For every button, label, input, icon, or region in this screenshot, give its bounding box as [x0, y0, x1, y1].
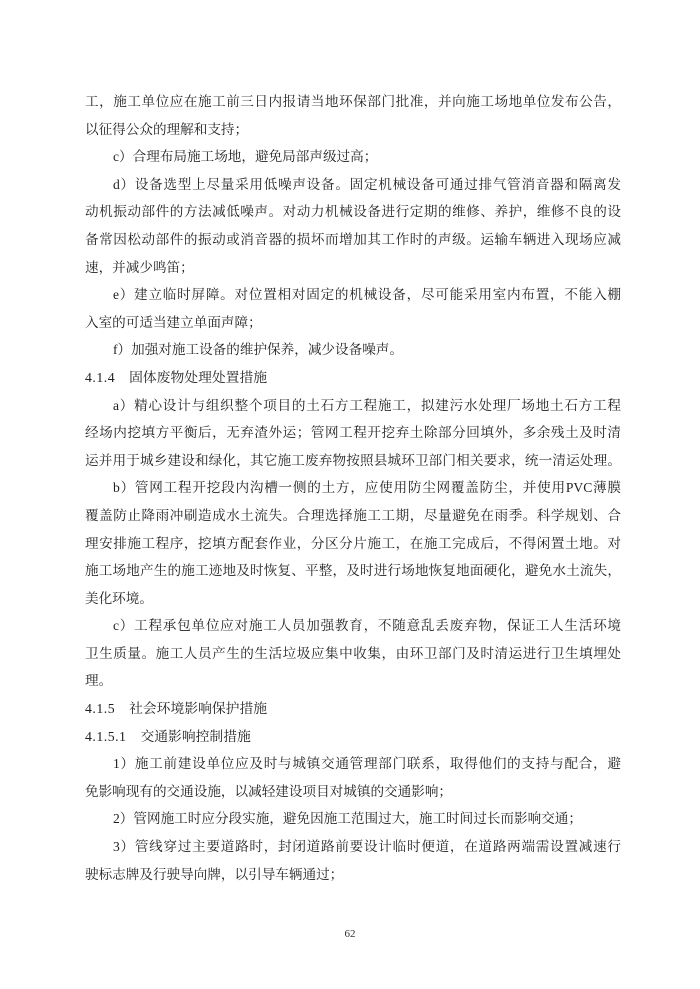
text-line: c）合理布局施工场地，避免局部声级过高； — [113, 149, 378, 165]
section-title: 社会环境影响保护措施 — [129, 701, 268, 717]
text-line: 3）管线穿过主要道路时，封闭道路前要设计临时便道，在道路两端需设置减速行 — [113, 839, 621, 855]
text-line: 理。 — [85, 673, 113, 689]
section-title: 交通影响控制措施 — [140, 728, 251, 744]
text-line: 运并用于城乡建设和绿化，其它施工废弃物按照县城环卫部门相关要求，统一清运处理。 — [85, 452, 621, 468]
text-line: b）管网工程开挖段内沟槽一侧的土方，应使用防尘网覆盖防尘，并使用PVC薄膜 — [113, 480, 621, 496]
section-heading — [85, 364, 621, 392]
section-heading — [85, 723, 621, 751]
section-number: 4.1.5 — [85, 701, 116, 717]
text-line: 速，并减少鸣笛； — [85, 259, 194, 275]
text-line: 驶标志牌及行驶导向牌，以引导车辆通过； — [85, 866, 344, 882]
text-line: 经场内挖填方平衡后，无弃渣外运；管网工程开挖弃土除部分回填外，多余残土及时清 — [85, 425, 621, 441]
text-line: 免影响现有的交通设施，以减轻建设项目对城镇的交通影响； — [85, 783, 453, 799]
text-line: 以征得公众的理解和支持； — [85, 121, 249, 137]
section-title: 固体废物处理处置措施 — [129, 369, 268, 385]
text-line: 2）管网施工时应分段实施，避免因施工范围过大，施工时间过长而影响交通； — [113, 811, 582, 827]
section-number: 4.1.5.1 — [85, 728, 127, 744]
text-line: d）设备选型上尽量采用低噪声设备。固定机械设备可通过排气管消音器和隔离发 — [113, 176, 621, 192]
text-line: a）精心设计与组织整个项目的土石方工程施工，拟建污水处理厂场地土石方工程 — [113, 397, 621, 413]
text-line: 入室的可适当建立单面声障； — [85, 314, 262, 330]
text-line: 卫生质量。施工人员产生的生活垃圾应集中收集，由环卫部门及时清运进行卫生填埋处 — [85, 645, 621, 661]
text-line: 1）施工前建设单位应及时与城镇交通管理部门联系，取得他们的支持与配合，避 — [113, 756, 621, 772]
text-line: e）建立临时屏障。对位置相对固定的机械设备，尽可能采用室内布置，不能入棚 — [113, 287, 621, 303]
text-line: 备常因松动部件的振动或消音器的损坏而增加其工作时的声级。运输车辆进入现场应减 — [85, 231, 621, 247]
page-number: 62 — [344, 928, 356, 940]
section-heading — [85, 695, 621, 723]
text-line: f）加强对施工设备的维护保养，减少设备噪声。 — [113, 342, 403, 358]
text-line: 施工场地产生的施工迹地及时恢复、平整，及时进行场地恢复地面硬化，避免水土流失， — [85, 563, 621, 579]
text-line: 动机振动部件的方法减低噪声。对动力机械设备进行定期的维修、养护，维修不良的设 — [85, 204, 621, 220]
text-line: 美化环境。 — [85, 590, 153, 606]
document-body — [85, 88, 621, 888]
text-line: 覆盖防止降雨冲刷造成水土流失。合理选择施工工期，尽量避免在雨季。科学规划、合 — [85, 507, 621, 523]
text-line: 理安排施工程序，挖填方配套作业，分区分片施工，在施工完成后，不得闲置土地。对 — [85, 535, 621, 551]
text-line: c）工程承包单位应对施工人员加强教育，不随意乱丢废弃物，保证工人生活环境 — [113, 618, 621, 634]
section-number: 4.1.4 — [85, 369, 116, 385]
text-line: 工，施工单位应在施工前三日内报请当地环保部门批准，并向施工场地单位发布公告， — [85, 94, 621, 109]
